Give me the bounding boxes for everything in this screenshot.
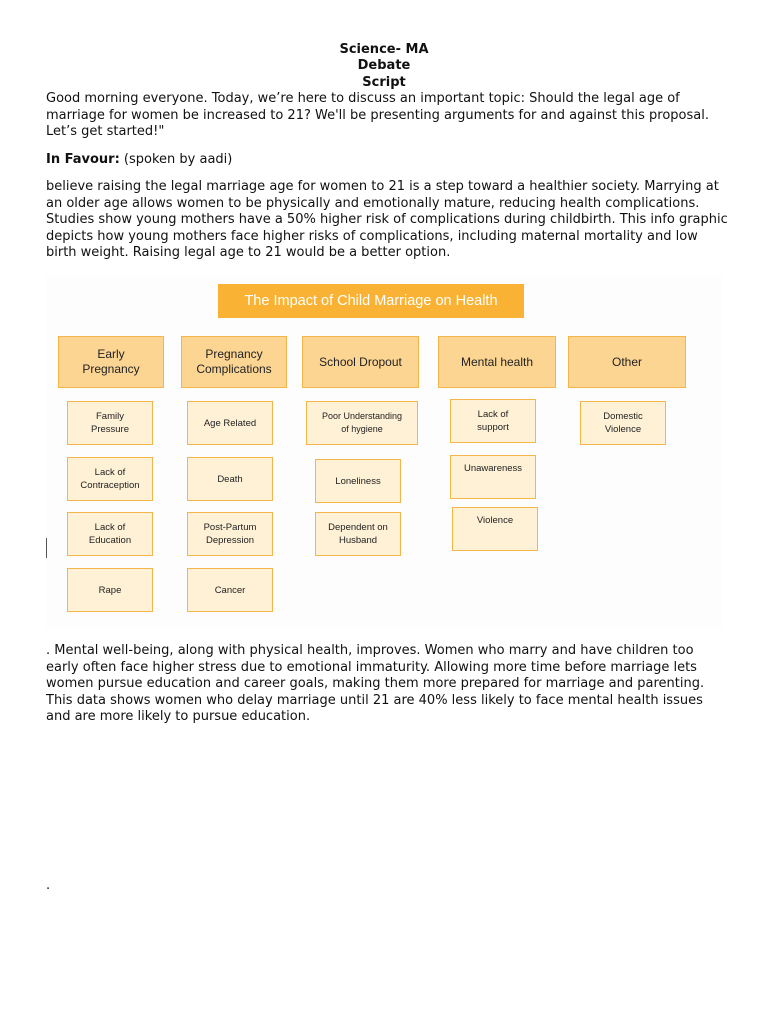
item-rape: Rape [67,568,153,612]
favour-speaker: (spoken by aadi) [123,152,233,167]
heading-early-pregnancy: Early Pregnancy [58,336,164,388]
infographic-title: The Impact of Child Marriage on Health [218,284,524,318]
argument-paragraph-2: . Mental well-being, along with physical health, improves. Women who marry and have children too early often face higher stress due to emotional immaturity. Allowing more time before marriage lets women pursue education and career goals, making them more prepared for marriage and parenting. This data shows women who delay marriage until 21 are 40% less likely to face mental health issues and are more likely to pursue education. [46,643,705,724]
item-violence: Violence [452,507,538,551]
heading-mental-health: Mental health [438,336,556,388]
heading-pregnancy-complications: Pregnancy Complications [181,336,287,388]
item-post-partum-depression: Post-Partum Depression [187,512,273,556]
favour-label: In Favour: [46,152,120,167]
trailing-period: . [46,878,51,893]
doc-title-line-2: Debate [357,58,411,73]
item-age-related: Age Related [187,401,273,445]
item-poor-understanding-of-hygiene: Poor Understanding of hygiene [306,401,418,445]
item-death: Death [187,457,273,501]
item-unawareness: Unawareness [450,455,536,499]
item-family-pressure: Family Pressure [67,401,153,445]
item-lack-of-support: Lack of support [450,399,536,443]
item-dependent-on-husband: Dependent on Husband [315,512,401,556]
item-domestic-violence: Domestic Violence [580,401,666,445]
text-cursor [46,538,47,558]
health-infographic [46,276,722,628]
favour-line [46,152,736,169]
doc-title-line-3: Script [362,75,406,90]
item-lack-of-contraception: Lack of Contraception [67,457,153,501]
intro-paragraph: Good morning everyone. Today, we’re here to discuss an important topic: Should the legal age of marriage for women be increased to 21? We'll be presenting arguments for and against this proposal. Let’s get started!" [46,91,709,139]
item-loneliness: Loneliness [315,459,401,503]
item-lack-of-education: Lack of Education [67,512,153,556]
argument-paragraph-1: believe raising the legal marriage age for women to 21 is a step toward a healthier society. Marrying at an older age allows women to be physically and emotionally mature, reducing health complications. Studies show young mothers have a 50% higher risk of complications during childbirth. This info graphic depicts how young mothers face higher risks of complications, including maternal mortality and low birth weight. Raising legal age to 21 would be a better option. [46,179,728,260]
item-cancer: Cancer [187,568,273,612]
heading-school-dropout: School Dropout [302,336,419,388]
heading-other: Other [568,336,686,388]
doc-title-line-1: Science- MA [339,42,429,57]
